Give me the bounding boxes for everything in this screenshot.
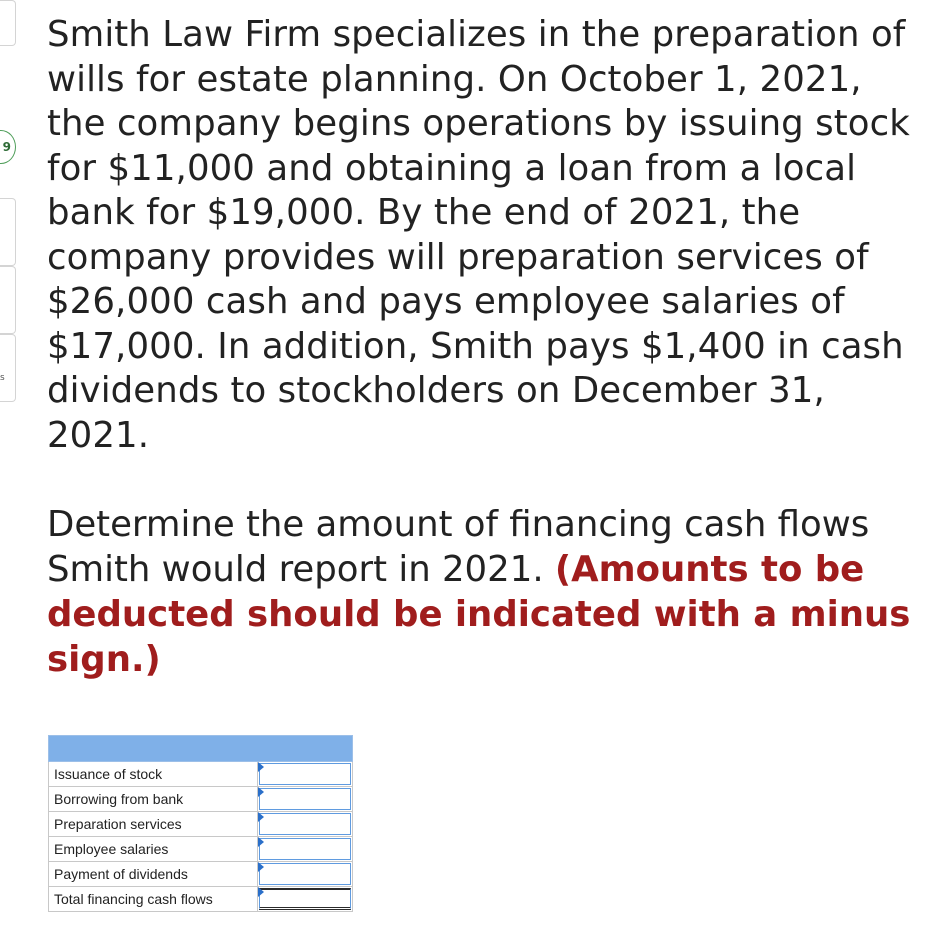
dropdown-arrow-icon <box>258 837 264 847</box>
dropdown-arrow-icon <box>258 812 264 822</box>
sidebar-item-1[interactable] <box>0 0 16 46</box>
preparation-services-input[interactable] <box>258 812 353 837</box>
badge-number: 9 <box>2 140 11 154</box>
table-row-total-financing-cash-flows <box>49 887 353 912</box>
table-row-payment-of-dividends <box>49 862 353 887</box>
table-header <box>49 736 353 762</box>
sidebar-item-2[interactable] <box>0 198 16 266</box>
sidebar-item-4[interactable] <box>0 334 16 402</box>
table-row-employee-salaries <box>49 837 353 862</box>
input-field[interactable] <box>259 763 351 785</box>
input-field[interactable] <box>259 888 351 910</box>
financing-cash-flows-table <box>48 735 353 912</box>
question-text: Smith Law Firm specializes in the preparation of wills for estate planning. On October 1, 2021, the company begins operations by issuing stock for $11,000 and obtaining a loan from a local bank for $19,000. By the end of 2021, the company provides will preparation services of $26,000 cash and pays employee salaries of $17,000. In addition, Smith pays $1,400 in cash dividends to stockholders on December 31, 2021. <box>47 14 910 456</box>
question-number-badge[interactable] <box>0 130 16 164</box>
table-header-row <box>49 736 353 762</box>
table-row-borrowing-from-bank <box>49 787 353 812</box>
row-label: Employee salaries <box>49 837 258 862</box>
payment-of-dividends-input[interactable] <box>258 862 353 887</box>
row-label: Preparation services <box>49 812 258 837</box>
borrowing-from-bank-input[interactable] <box>258 787 353 812</box>
instruction-note: (Amounts to be deducted should be indicated with a minus sign.) <box>47 549 911 680</box>
total-financing-cash-flows-input[interactable] <box>258 887 353 912</box>
dropdown-arrow-icon <box>258 887 264 897</box>
issuance-of-stock-input[interactable] <box>258 762 353 787</box>
input-field[interactable] <box>259 788 351 810</box>
input-field[interactable] <box>259 863 351 885</box>
row-label: Issuance of stock <box>49 762 258 787</box>
instruction-text: Determine the amount of financing cash flows Smith would report in 2021. <box>47 504 870 590</box>
row-label: Total financing cash flows <box>49 887 258 912</box>
table-row-issuance-of-stock <box>49 762 353 787</box>
input-field[interactable] <box>259 813 351 835</box>
sidebar-glyph: s <box>0 373 5 383</box>
table-row-preparation-services <box>49 812 353 837</box>
row-label: Payment of dividends <box>49 862 258 887</box>
sidebar-item-3[interactable] <box>0 266 16 334</box>
dropdown-arrow-icon <box>258 787 264 797</box>
dropdown-arrow-icon <box>258 862 264 872</box>
instruction-paragraph <box>47 502 917 682</box>
input-field[interactable] <box>259 838 351 860</box>
employee-salaries-input[interactable] <box>258 837 353 862</box>
dropdown-arrow-icon <box>258 762 264 772</box>
row-label: Borrowing from bank <box>49 787 258 812</box>
